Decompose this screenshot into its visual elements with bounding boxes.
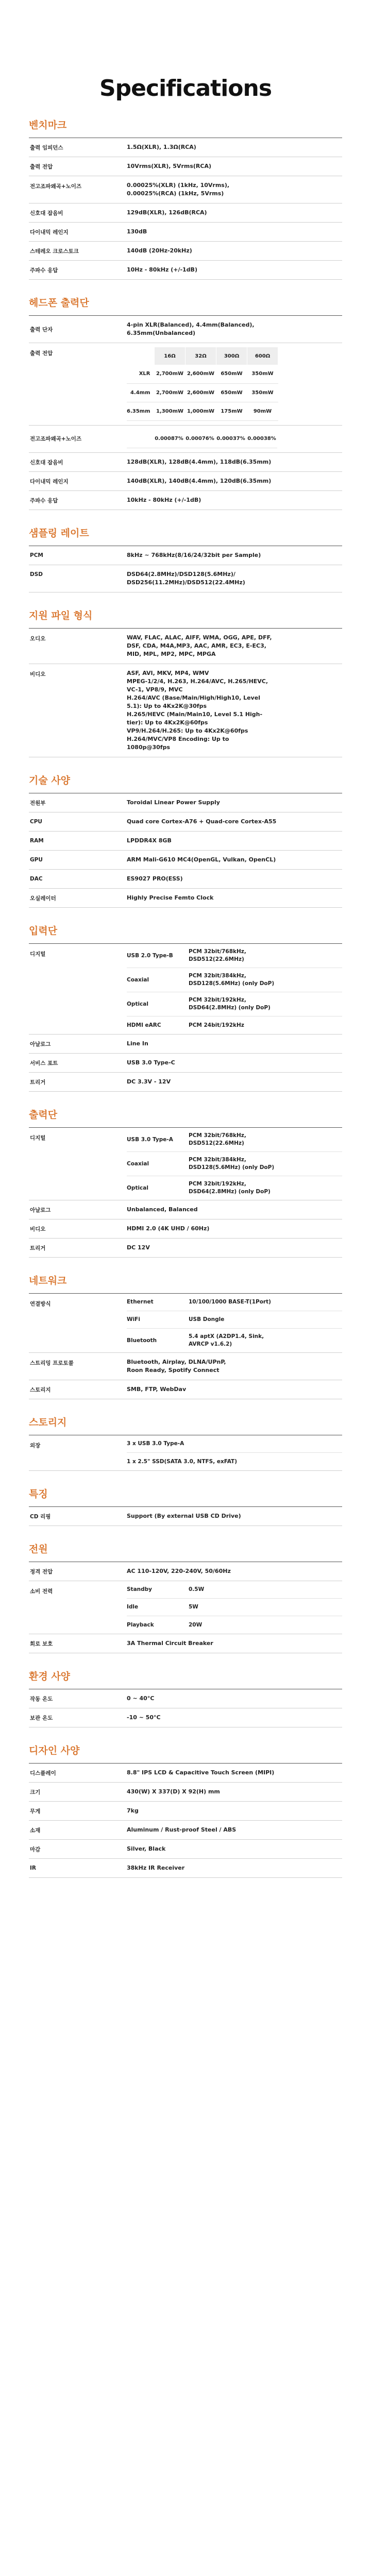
spec-row [29, 1239, 342, 1258]
sub-value: PCM 32bit/768kHz, DSD512(22.6MHz) [189, 1132, 246, 1146]
section-benchmark [29, 117, 342, 280]
spec-value: WAV, FLAC, ALAC, AIFF, WMA, OGG, APE, DFF, DSF, CDA, M4A,MP3, AAC, AMR, EC3, E-EC3, MID, MPL, MP2, MPC, MPGA [127, 634, 272, 657]
spec-label: 출력 단자 [30, 326, 53, 333]
spec-row-thd [29, 426, 342, 453]
spec-label: 마감 [30, 1846, 41, 1853]
spec-label: 무게 [30, 1808, 41, 1815]
spec-label: 출력 임피던스 [30, 144, 63, 151]
spec-label: 디스플레이 [30, 1770, 56, 1776]
sub-row [127, 1329, 342, 1352]
network-rows [29, 1353, 342, 1399]
sub-key: Coaxial [127, 976, 149, 983]
spec-value: SMB, FTP, WebDav [127, 1386, 187, 1393]
spec-label: CPU [30, 819, 42, 825]
sub-row [127, 1152, 342, 1176]
table-cell: 1,000mW [185, 402, 216, 420]
sub-key: Optical [127, 1184, 148, 1191]
spec-label: 외장 [30, 1443, 41, 1449]
spec-value: 140dB (20Hz-20kHz) [127, 247, 192, 254]
spec-label: CD 리핑 [30, 1513, 51, 1520]
spec-value: 8kHz ~ 768kHz(8/16/24/32bit per Sample) [127, 552, 261, 558]
spec-value: 430(W) X 337(D) X 92(H) mm [127, 1788, 220, 1795]
spec-value: 1.5Ω(XLR), 1.3Ω(RCA) [127, 144, 196, 150]
spec-value: DSD64(2.8MHz)/DSD128(5.6MHz)/ DSD256(11.2MHz)/DSD512(22.4MHz) [127, 571, 245, 586]
section-title: 스토리지 [29, 1415, 342, 1435]
table-cell: 2,600mW [185, 365, 216, 383]
sub-row [127, 944, 342, 968]
sub-key: HDMI eARC [127, 1022, 161, 1028]
table-cell: 650mW [216, 365, 247, 383]
digital-output-list [127, 1128, 342, 1200]
spec-row-consumption [29, 1581, 342, 1634]
spec-label: 스트리밍 프로토콜 [30, 1360, 74, 1366]
output-power-table [127, 347, 278, 421]
sub-value: PCM 32bit/768kHz, DSD512(22.6MHz) [189, 948, 246, 962]
spec-label: 디지털 [30, 951, 46, 957]
spec-row [29, 453, 342, 472]
table-cell: 1,300mW [155, 402, 185, 420]
sub-key: Coaxial [127, 1160, 149, 1167]
sub-value: 5.4 aptX (A2DP1.4, Sink, AVRCP v1.6.2) [189, 1333, 264, 1347]
column-header: 600Ω [247, 347, 278, 365]
storage-item: 1 x 2.5" SSD(SATA 3.0, NTFS, exFAT) [127, 1458, 237, 1465]
sub-row [127, 1294, 342, 1311]
input-rows [29, 1035, 342, 1092]
spec-label: 주파수 응답 [30, 267, 58, 274]
sub-row [127, 1016, 342, 1034]
spec-row [29, 1380, 342, 1399]
spec-label: 스테레오 크로스토크 [30, 248, 79, 255]
spec-value: Line In [127, 1040, 148, 1047]
spec-row [29, 1507, 342, 1526]
spec-label: DAC [30, 876, 43, 882]
spec-row [29, 1840, 342, 1859]
sub-value: PCM 24bit/192kHz [189, 1022, 244, 1028]
sub-row [127, 1128, 342, 1152]
spec-row [29, 1054, 342, 1073]
spec-row-digital-in [29, 944, 342, 1035]
section-sampling [29, 526, 342, 592]
spec-value: 10Vrms(XLR), 5Vrms(RCA) [127, 163, 211, 170]
spec-value: Toroidal Linear Power Supply [127, 799, 220, 806]
sub-value: PCM 32bit/384kHz, DSD128(5.6MHz) (only DoP) [189, 973, 275, 987]
digital-input-list [127, 944, 342, 1034]
spec-row [29, 1073, 342, 1092]
sub-key: USB 2.0 Type-B [127, 952, 173, 959]
spec-value: 0.00025%(XLR) (1kHz, 10Vrms), 0.00025%(RCA) (1kHz, 5Vrms) [127, 182, 230, 197]
section-formats [29, 608, 342, 757]
table-corner [127, 430, 154, 448]
spec-value: Bluetooth, Airplay, DLNA/UPnP, Roon Ready, Spotify Connect [127, 1359, 226, 1374]
sub-value: PCM 32bit/384kHz, DSD128(5.6MHz) (only DoP) [189, 1157, 275, 1171]
power-rows-bottom [29, 1634, 342, 1653]
sub-key: Bluetooth [127, 1337, 157, 1344]
column-header: 32Ω [185, 347, 216, 365]
row-header: 4.4mm [127, 383, 155, 402]
page-title: Specifications [99, 75, 272, 101]
table-cell: 650mW [216, 383, 247, 402]
spec-label: 크기 [30, 1789, 41, 1795]
spec-label: 비디오 [30, 671, 46, 677]
spec-row [29, 1562, 342, 1581]
spec-value: Quad core Cortex-A76 + Quad-core Cortex-A55 [127, 818, 277, 825]
spec-row [29, 1200, 342, 1219]
spec-label: GPU [30, 857, 43, 863]
table-row [127, 430, 277, 448]
spec-row [29, 1035, 342, 1054]
spec-row [29, 242, 342, 261]
spec-row [29, 565, 342, 592]
spec-label: 다이내믹 레인지 [30, 478, 69, 485]
spec-value: HDMI 2.0 (4K UHD / 60Hz) [127, 1225, 210, 1232]
row-header: 6.35mm [127, 402, 155, 420]
spec-row [29, 889, 342, 908]
section-title: 입력단 [29, 923, 342, 944]
storage-item: 3 x USB 3.0 Type-A [127, 1440, 184, 1447]
sub-key: USB 3.0 Type-A [127, 1136, 173, 1143]
spec-label: PCM [30, 552, 43, 558]
spec-value: LPDDR4X 8GB [127, 837, 172, 844]
spec-value: AC 110-120V, 220-240V, 50/60Hz [127, 1568, 231, 1574]
section-power [29, 1541, 342, 1653]
list-item [127, 1453, 342, 1470]
spec-value: USB 3.0 Type-C [127, 1059, 175, 1066]
sub-value: 5W [189, 1604, 198, 1610]
thd-table [127, 430, 277, 449]
sub-value: 10/100/1000 BASE-T(1Port) [189, 1299, 271, 1305]
spec-label: 아날로그 [30, 1207, 51, 1213]
sub-value: PCM 32bit/192kHz, DSD64(2.8MHz) (only DoP) [189, 1181, 271, 1195]
spec-row [29, 1764, 342, 1783]
spec-row [29, 472, 342, 491]
sub-row [127, 968, 342, 992]
sub-key: Playback [127, 1621, 154, 1628]
table-row [127, 383, 278, 402]
spec-label: 서비스 포트 [30, 1060, 58, 1066]
spec-label: 출력 전압 [30, 163, 53, 170]
spec-row-output-power [29, 343, 342, 426]
spec-label: 스토리지 [30, 1386, 51, 1393]
table-cell: 2,700mW [155, 383, 185, 402]
section-title: 기술 사양 [29, 773, 342, 793]
spec-row [29, 1821, 342, 1840]
output-rows [29, 1200, 342, 1258]
spec-label: 보관 온도 [30, 1715, 53, 1721]
spec-label: 전고조파왜곡+노이즈 [30, 183, 82, 190]
spec-row [29, 546, 342, 565]
section-title: 환경 사양 [29, 1669, 342, 1689]
spec-label: 오디오 [30, 636, 46, 642]
spec-label: 출력 전압 [30, 350, 53, 357]
spec-label: 주파수 응답 [30, 497, 58, 504]
section-title: 특징 [29, 1486, 342, 1507]
spec-row [29, 1802, 342, 1821]
spec-value: Silver, Black [127, 1845, 166, 1852]
spec-value: 10Hz - 80kHz (+/-1dB) [127, 266, 197, 273]
spec-label: 연결방식 [30, 1301, 51, 1307]
sub-row [127, 1599, 342, 1616]
sub-key: Standby [127, 1586, 153, 1592]
section-input [29, 923, 342, 1092]
spec-label: 작동 온도 [30, 1696, 53, 1702]
table-cell: 2,600mW [185, 383, 216, 402]
section-headphone [29, 295, 342, 510]
output-power-table-wrap [127, 343, 342, 425]
table-row [127, 365, 278, 383]
spec-value: ASF, AVI, MKV, MP4, WMV MPEG-1/2/4, H.263, H.264/AVC, H.265/HEVC, VC-1, VP8/9, MVC H.264/AVC (Base/Main/High/High10, Level 5.1): Up to 4Kx2K@30fps H.265/HEVC (Main/Main10, Level 5.1 High- tier): Up to 4Kx2K@60fps VP9/H.264/H.265: Up to 4Kx2K@60fps H.264/MVC/VP8 Encoding: Up to 1080p@30fps [127, 670, 268, 751]
spec-label: 트리거 [30, 1245, 46, 1251]
sub-key: Idle [127, 1604, 139, 1610]
spec-row [29, 812, 342, 832]
consumption-list [127, 1581, 342, 1634]
list-item [127, 1435, 342, 1453]
spec-value: 140dB(XLR), 140dB(4.4mm), 120dB(6.35mm) [127, 478, 272, 484]
power-rows-top [29, 1562, 342, 1581]
spec-value: 8.8" IPS LCD & Capacitive Touch Screen (MIPI) [127, 1769, 275, 1776]
spec-row [29, 1634, 342, 1653]
spec-label: 신호대 잡음비 [30, 459, 63, 466]
section-title: 벤치마크 [29, 117, 342, 138]
spec-label: 디지털 [30, 1135, 46, 1141]
section-network [29, 1273, 342, 1399]
section-tech [29, 773, 342, 908]
section-title: 전원 [29, 1541, 342, 1562]
spec-row-terminal [29, 316, 342, 343]
table-header-row [127, 347, 278, 365]
spec-label: 회로 보호 [30, 1640, 53, 1647]
spec-label: 전고조파왜곡+노이즈 [30, 436, 82, 443]
spec-value: -10 ~ 50°C [127, 1714, 161, 1721]
spec-row [29, 176, 342, 204]
spec-row [29, 832, 342, 851]
spec-row [29, 157, 342, 176]
spec-label: 전원부 [30, 800, 46, 806]
table-corner [127, 347, 155, 365]
sub-value: PCM 32bit/192kHz, DSD64(2.8MHz) (only DoP) [189, 997, 271, 1011]
sub-row [127, 1311, 342, 1329]
spec-row [29, 793, 342, 812]
sub-value: 0.5W [189, 1586, 205, 1592]
spec-label: 소비 전력 [30, 1588, 53, 1595]
spec-row [29, 870, 342, 889]
table-cell: 0.00038% [246, 430, 277, 448]
spec-row-digital-out [29, 1128, 342, 1200]
section-title: 디자인 사양 [29, 1743, 342, 1764]
spec-label: 비디오 [30, 1226, 46, 1232]
storage-list [127, 1435, 342, 1470]
spec-label: 정격 전압 [30, 1568, 53, 1575]
section-output [29, 1107, 342, 1258]
section-environment [29, 1669, 342, 1727]
spec-value: DC 12V [127, 1244, 150, 1251]
spec-row [29, 1859, 342, 1878]
table-cell: 0.00076% [184, 430, 215, 448]
table-cell: 2,700mW [155, 365, 185, 383]
spec-value: Aluminum / Rust-proof Steel / ABS [127, 1826, 237, 1833]
spec-row [29, 138, 342, 157]
section-title: 샘플링 레이트 [29, 526, 342, 546]
headphone-rows [29, 453, 342, 510]
table-row [127, 402, 278, 420]
sub-key: Ethernet [127, 1299, 154, 1305]
section-title: 네트워크 [29, 1273, 342, 1294]
table-cell: 0.00037% [215, 430, 246, 448]
spec-row [29, 261, 342, 280]
spec-label: IR [30, 1865, 36, 1871]
sub-key: WiFi [127, 1316, 140, 1323]
sub-key: Optical [127, 1001, 148, 1007]
spec-value: 3A Thermal Circuit Breaker [127, 1640, 213, 1647]
spec-value: 130dB [127, 228, 147, 235]
spec-value: 38kHz IR Receiver [127, 1865, 185, 1871]
spec-value: ARM Mali-G610 MC4(OpenGL, Vulkan, OpenCL) [127, 856, 276, 863]
spec-row [29, 223, 342, 242]
section-title: 출력단 [29, 1107, 342, 1128]
spec-row [29, 1219, 342, 1239]
spec-value: Highly Precise Femto Clock [127, 894, 214, 901]
connection-list [127, 1294, 342, 1352]
sub-row [127, 992, 342, 1016]
spec-value: 129dB(XLR), 126dB(RCA) [127, 209, 207, 216]
spec-row [29, 664, 342, 757]
spec-row [29, 629, 342, 664]
spec-row-connection [29, 1294, 342, 1353]
spec-value: DC 3.3V - 12V [127, 1078, 171, 1085]
spec-value: 4-pin XLR(Balanced), 4.4mm(Balanced), 6.35mm(Unbalanced) [127, 321, 255, 336]
spec-value: Support (By external USB CD Drive) [127, 1513, 241, 1519]
column-header: 16Ω [155, 347, 185, 365]
spec-label: 다이내믹 레인지 [30, 229, 69, 235]
sub-row [127, 1176, 342, 1200]
section-title: 헤드폰 출력단 [29, 295, 342, 316]
spec-value: Unbalanced, Balanced [127, 1206, 198, 1213]
section-design [29, 1743, 342, 1878]
sub-row [127, 1616, 342, 1634]
spec-label: 소재 [30, 1827, 41, 1834]
spec-label: RAM [30, 838, 44, 844]
spec-label: 오실레이터 [30, 895, 56, 902]
spec-row [29, 851, 342, 870]
row-header: XLR [127, 365, 155, 383]
sub-row [127, 1581, 342, 1599]
spec-row [29, 1783, 342, 1802]
spec-row [29, 491, 342, 510]
table-cell: 350mW [247, 383, 278, 402]
column-header: 300Ω [216, 347, 247, 365]
table-cell: 90mW [247, 402, 278, 420]
spec-value: 10kHz - 80kHz (+/-1dB) [127, 497, 201, 503]
table-cell: 350mW [247, 365, 278, 383]
section-storage [29, 1415, 342, 1471]
thd-table-wrap [127, 426, 342, 453]
sub-value: 20W [189, 1621, 203, 1628]
spec-row [29, 1353, 342, 1380]
spec-row [29, 204, 342, 223]
spec-value: 7kg [127, 1807, 139, 1814]
spec-label: DSD [30, 571, 43, 578]
table-cell: 0.00087% [154, 430, 184, 448]
spec-row [29, 1708, 342, 1727]
spec-label: 트리거 [30, 1079, 46, 1086]
sub-value: USB Dongle [189, 1316, 225, 1323]
spec-value: ES9027 PRO(ESS) [127, 875, 183, 882]
spec-row [29, 1689, 342, 1708]
section-title: 지원 파일 형식 [29, 608, 342, 629]
spec-row-external [29, 1435, 342, 1471]
spec-value: 0 ~ 40°C [127, 1695, 155, 1702]
table-cell: 175mW [216, 402, 247, 420]
spec-label: 신호대 잡음비 [30, 210, 63, 216]
section-special [29, 1486, 342, 1526]
spec-value: 128dB(XLR), 128dB(4.4mm), 118dB(6.35mm) [127, 459, 272, 465]
spec-label: 아날로그 [30, 1041, 51, 1047]
